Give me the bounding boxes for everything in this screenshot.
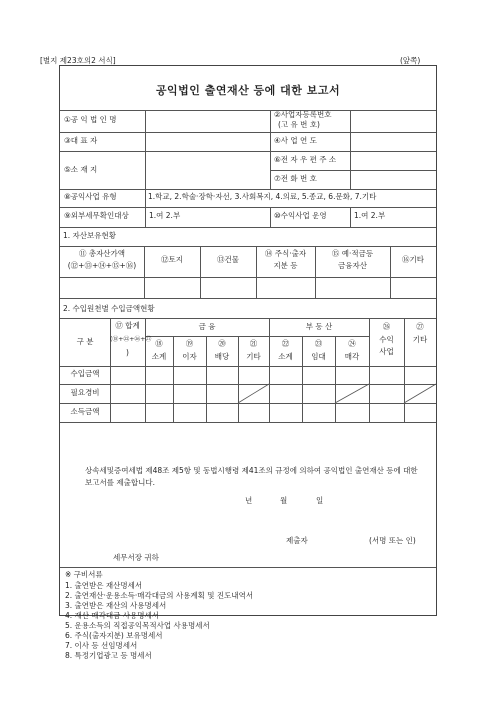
stock-label-2: 지분 등 — [273, 261, 298, 270]
income-total-label: ⑰ 합계 — [115, 321, 140, 330]
unique-no-label: (고 유 번 호) — [278, 120, 320, 129]
statement-text: 상속세및증여세법 제48조 제5항 및 동법시행령 제41조의 규정에 의하여 공익법인 출연재산 등에 대한 보고서를 제출합니다. — [85, 466, 418, 487]
income-total-formula-close: ) — [126, 348, 129, 357]
page-side: (앞쪽) — [400, 56, 421, 65]
form-title: 공익법인 출연재산 등에 대한 보고서 — [155, 84, 341, 97]
audit-options: 1.여 2.부 — [149, 211, 181, 220]
row-label-expense: 필요경비 — [70, 388, 100, 397]
sub-no: ㉔ — [348, 339, 356, 348]
sub-no: ㉓ — [314, 339, 323, 348]
doc-item: 6. 주식(출자지분) 보유명세서 — [65, 631, 163, 640]
biz-no-label: ②사업자등록번호 — [274, 110, 332, 119]
profit-biz-options: 1.여 2.부 — [354, 211, 386, 220]
diagonal-strikes — [60, 66, 436, 426]
sub-label: 이자 — [182, 352, 197, 361]
corp-name-label: ①공 익 법 인 명 — [64, 115, 117, 124]
audit-label: ⑨외부세무확인대상 — [64, 211, 129, 220]
signature-label: (서명 또는 인) — [369, 536, 416, 545]
land-label: ⑫토지 — [161, 255, 183, 264]
sub-label: 소계 — [151, 352, 167, 361]
row-label-net: 소득금액 — [70, 407, 100, 416]
doc-item: 5. 운용소득의 직접공익목적사업 사용명세서 — [65, 621, 210, 630]
income-section-title: 2. 수입원천별 수입금액현황 — [63, 304, 155, 313]
sub-no: ⑳ — [218, 339, 226, 348]
sub-label: 소계 — [278, 352, 293, 361]
sub-label: 임대 — [311, 352, 326, 361]
doc-item: 4. 재산 매각대금 사용명세서 — [65, 611, 160, 620]
phone-label: ⑦전 화 번 호 — [274, 174, 317, 183]
finance-header: 금 융 — [198, 322, 216, 331]
realestate-header: 부 동 산 — [305, 322, 333, 331]
date-year: 년 — [245, 496, 253, 505]
deposit-label: ⑮ 예·적금등 — [331, 249, 374, 258]
building-label: ⑬건물 — [217, 255, 239, 264]
doc-item: 2. 출연재산·운용소득·매각대금의 사용계획 및 진도내역서 — [65, 591, 254, 600]
recipient-label: 세무서장 귀하 — [113, 553, 159, 562]
profit-biz-header: 수익 — [379, 335, 394, 344]
sub-no: ⑲ — [185, 339, 194, 348]
doc-item: 8. 특정기업광고 등 명세서 — [65, 651, 152, 660]
other-asset-label: ⑯기타 — [402, 255, 424, 264]
email-label: ⑥전 자 우 편 주 소 — [274, 155, 337, 164]
biz-type-label: ⑧공익사업 유형 — [64, 192, 117, 201]
biz-year-label: ④사 업 연 도 — [274, 136, 317, 145]
profit-biz-label: ⑩수익사업 운영 — [274, 211, 327, 220]
doc-item: 7. 이사 등 선임명세서 — [65, 641, 138, 650]
sub-no: ⑱ — [155, 339, 163, 348]
doc-item: 1. 출연받은 재산명세서 — [65, 581, 143, 590]
other-income-no: ㉗ — [416, 322, 424, 331]
total-assets-label: ⑪ 총자산가액 — [78, 249, 126, 258]
sub-label: 매각 — [344, 352, 360, 361]
asset-section-title: 1. 자산보유현황 — [63, 231, 117, 240]
sub-no: ㉒ — [281, 339, 290, 348]
row-label-income: 수입금액 — [70, 369, 100, 378]
category-label: 구 분 — [76, 337, 94, 346]
form-number: [별지 제23호의2 서식] — [40, 56, 116, 65]
biz-type-options: 1.학교, 2.학술·장학·자선, 3.사회복지, 4.의료, 5.종교, 6.문화, 7.기타 — [148, 192, 377, 201]
sub-label: 배당 — [214, 352, 230, 361]
sub-label: 기타 — [246, 352, 261, 361]
report-form — [59, 65, 437, 660]
submitter-label: 제출자 — [286, 536, 308, 545]
doc-item: 3. 출연받은 재산의 사용명세서 — [65, 601, 167, 610]
other-income-header: 기타 — [412, 335, 428, 344]
representative-label: ③대 표 자 — [64, 136, 98, 145]
profit-biz-header-2: 사업 — [379, 347, 394, 356]
deposit-label-2: 금융자산 — [338, 261, 367, 270]
profit-biz-no: ㉖ — [382, 322, 391, 331]
income-total-formula: (⑱+㉒+㉖+㉗ — [110, 336, 152, 343]
docs-heading: ※ 구비서류 — [65, 570, 103, 579]
date-month: 월 — [280, 496, 288, 505]
date-day: 일 — [316, 496, 324, 505]
stock-label: ⑭ 주식·출자 — [264, 249, 307, 258]
total-assets-formula: (⑫+⑬+⑭+⑮+⑯) — [67, 261, 137, 270]
sub-no: ㉑ — [249, 339, 258, 348]
address-label: ⑤소 재 지 — [64, 165, 98, 174]
